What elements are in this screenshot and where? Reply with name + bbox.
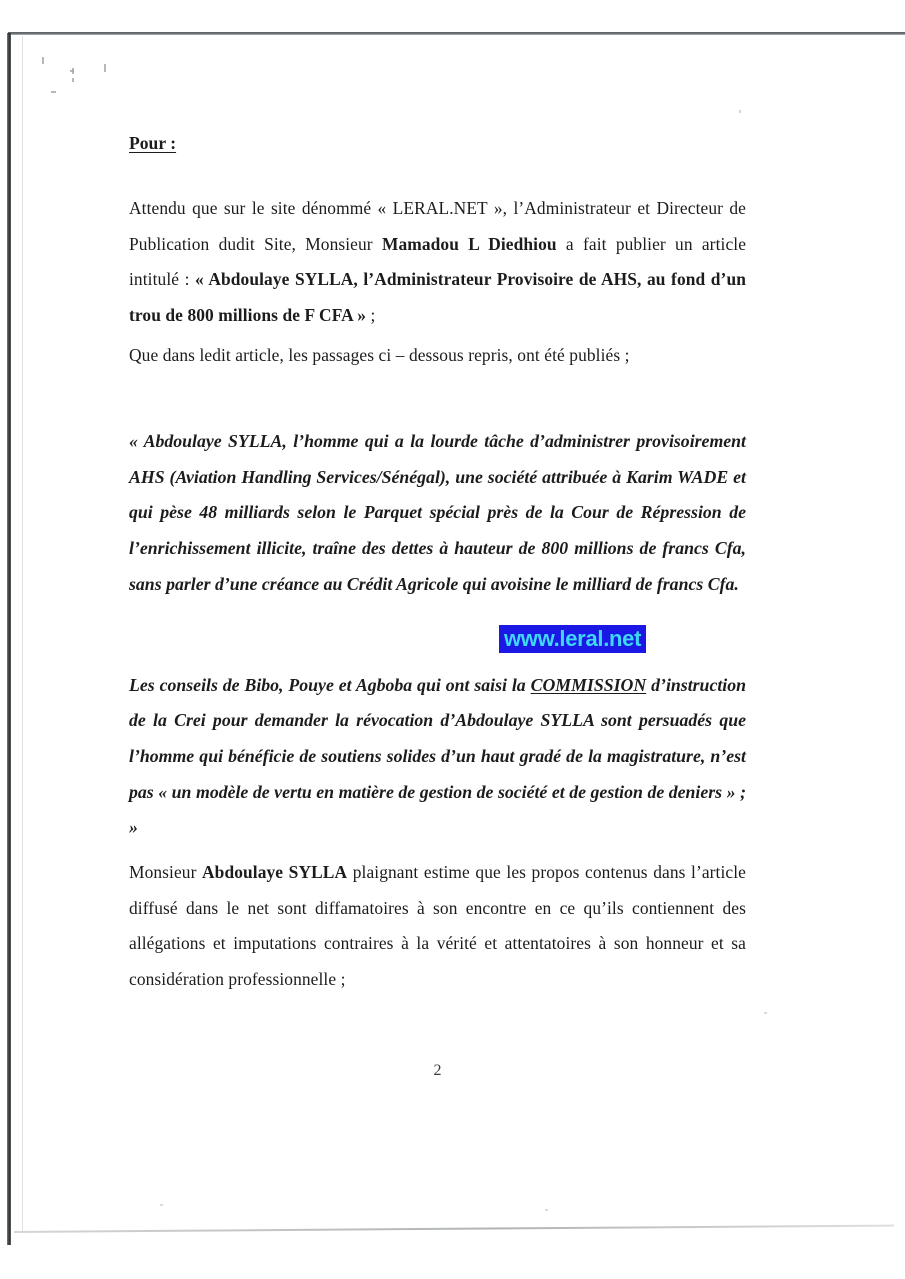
scan-speck (545, 1209, 548, 1211)
paragraph-plaignant-text-2: plaignant estime que les propos contenus dans l’article diffusé dans le net sont diffamatoires à son encontre en ce qu’ils contiennent des allégations et imputations contraires à la vérité et attentatoires à son honneur et sa considération professionnelle ; (129, 862, 746, 989)
quoted-block-2-text-1: Les conseils de Bibo, Pouye et Agboba qui ont saisi la (129, 674, 531, 695)
scan-speck (160, 1204, 163, 1206)
section-heading-pour: Pour : (129, 133, 177, 153)
scan-speck (72, 68, 74, 74)
page-number: 2 (433, 1062, 442, 1079)
paragraph-attendu-text-3: ; (366, 304, 376, 325)
paragraph-que-dans-ledit-article: Que dans ledit article, les passages ci – dessous repris, ont été publiés ; (129, 345, 630, 365)
quoted-block-2-underlined-commission: COMMISSION (530, 674, 647, 695)
paragraph-monsieur-sylla-plaignant (129, 855, 746, 997)
quoted-article-block-1: « Abdoulaye SYLLA, l’homme qui a la lourde tâche d’administrer provisoirement AHS (Aviation Handling Services/Sénégal), une société attribuée à Karim WADE et qui pèse 48 milliards selon le Parquet spécial près de la Cour de Répression de l’enrichissement illicite, traîne des dettes à hauteur de 800 millions de francs Cfa, sans parler d’une créance au Crédit Agricole qui avoisine le milliard de francs Cfa. (129, 430, 746, 594)
scan-left-edge-artifact (7, 33, 11, 1245)
paragraph-plaignant-bold-name: Abdoulaye SYLLA (202, 862, 348, 882)
paragraph-attendu-text-2: a fait publier un article intitulé : (129, 233, 747, 290)
paragraph-attendu (129, 191, 746, 333)
scan-bottom-edge-artifact (14, 1225, 894, 1233)
quoted-block-2-text-2: d’instruction de la Crei pour demander la révocation d’Abdoulaye SYLLA sont persuadés que l’homme qui bénéficie de soutiens solides d’un haut gradé de la magistrature, n’est pas « un modèle de vertu en matière de gestion de société et de gestion de deniers » ; » (129, 674, 746, 838)
paragraph-attendu-bold-article-title: « Abdoulaye SYLLA, l’Administrateur Provisoire de AHS, au fond d’un trou de 800 millions de F CFA » (129, 269, 746, 325)
scan-top-edge-artifact (8, 32, 905, 35)
paragraph-plaignant-text-1: Monsieur (129, 862, 203, 882)
scan-speck (764, 1012, 767, 1014)
scan-speck (739, 110, 741, 113)
scan-speck (42, 57, 44, 64)
scan-left-faint-line-artifact (22, 36, 23, 1232)
leral-net-watermark: www.leral.net (499, 625, 646, 653)
scan-speck (104, 64, 106, 72)
paragraph-attendu-text-1: Attendu que sur le site dénommé « LERAL.NET », l’Administrateur et Directeur de Publication dudit Site, Monsieur (129, 198, 746, 254)
paragraph-attendu-bold-publisher: Mamadou L Diedhiou (381, 233, 557, 254)
scan-speck (72, 78, 74, 82)
quoted-article-block-2 (129, 668, 746, 846)
scan-speck (51, 91, 56, 93)
